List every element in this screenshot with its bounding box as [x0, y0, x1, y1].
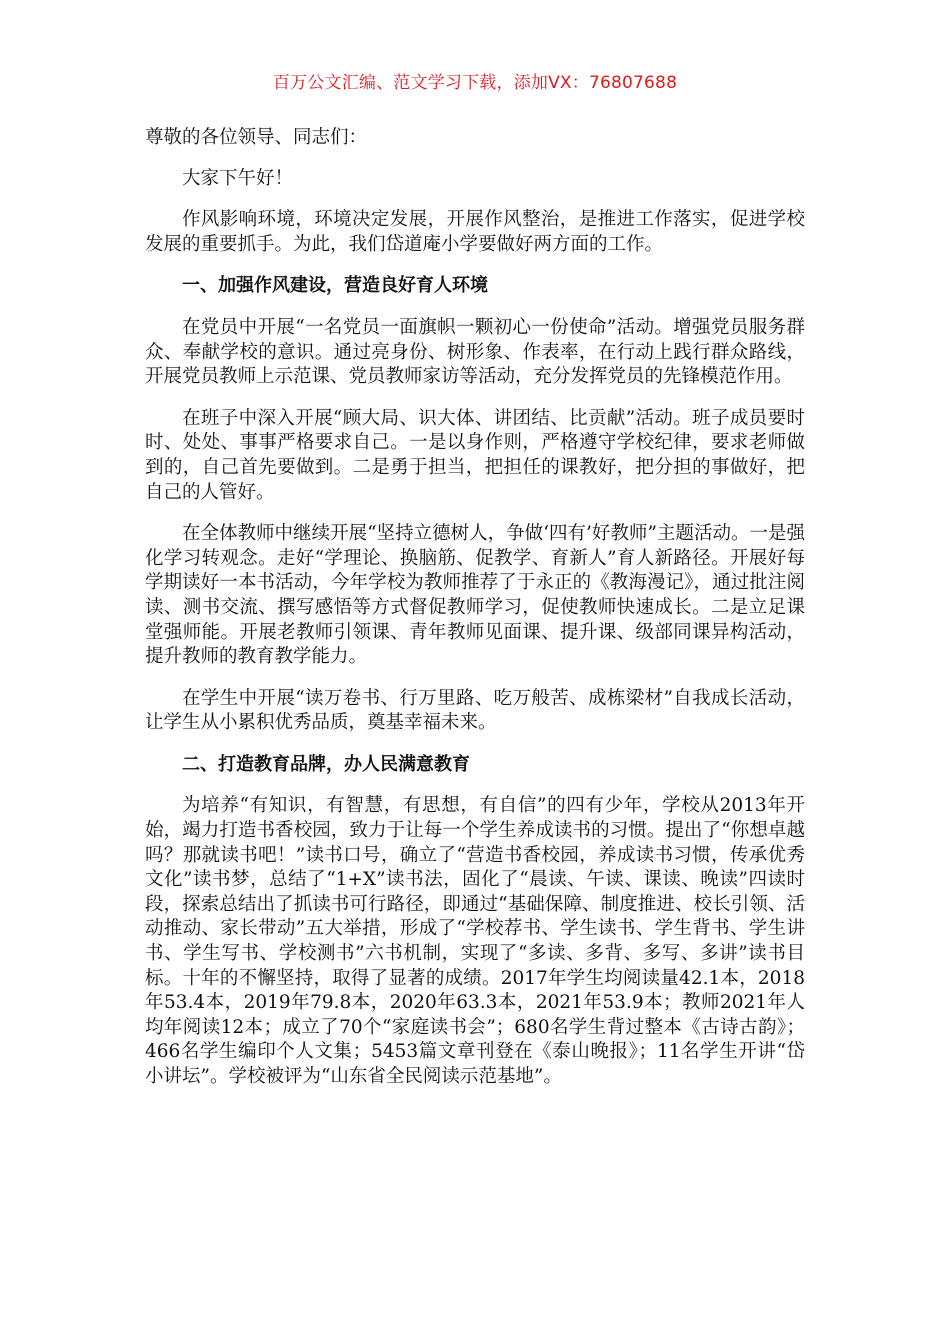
section-heading-2: 二、打造教育品牌，办人民满意教育: [182, 753, 470, 775]
paragraph-reading-campus: 为培养“有知识，有智慧，有思想，有自信”的四有少年，学校从2013年开始，竭力打造书香校园，致力于让每一个学生养成读书的习惯。提出了“你想卓越吗？那就读书吧！”读书口号，确立了“营造书香校园，养成读书习惯，传承优秀文化”读书梦，总结了“1+X”读书法，固化了“晨读、午读、课读、晚读”四读时段，探索总结出了抓读书可行路径，即通过“基础保障、制度推进、校长引领、活动推动、家长带动”五大举措，形成了“学校荐书、学生读书、学生背书、学生讲书、学生写书、学校测书”六书机制，实现了“多读、多背、多写、多讲”读书目标。十年的不懈坚持，取得了显著的成绩。2017年学生均阅读量42.1本，2018年53.4本，2019年79.8本，2020年63.3本，2021年53.9本；教师2021年人均年阅读12本；成立了70个“家庭读书会”；680名学生背过整本《古诗古韵》；466名学生编印个人文集；5453篇文章刊登在《泰山晚报》；11名学生开讲“岱小讲坛”。学校被评为“山东省全民阅读示范基地”。: [145, 795, 805, 1087]
section-heading-1: 一、加强作风建设，营造良好育人环境: [182, 275, 488, 297]
salutation: 尊敬的各位领导、同志们：: [145, 127, 368, 148]
greeting: 大家下午好！: [182, 167, 294, 189]
watermark-header: 百万公文汇编、范文学习下载，添加VX：76807688: [272, 73, 678, 93]
document-body: [145, 126, 805, 1107]
paragraph-teachers: 在全体教师中继续开展“坚持立德树人，争做‘四有’好教师”主题活动。一是强化学习转观念。走好“学理论、换脑筋、促教学、育新人”育人新路径。开展好每学期读好一本书活动，今年学校为教师推荐了于永正的《教海漫记》，通过批注阅读、测书交流、撰写感悟等方式督促教师学习，促使教师快速成长。二是立足课堂强师能。开展老教师引领课、青年教师见面课、提升课、级部同课异构活动，提升教师的教育教学能力。: [145, 523, 805, 668]
paragraph-leadership-team: 在班子中深入开展“顾大局、识大体、讲团结、比贡献”活动。班子成员要时时、处处、事事严格要求自己。一是以身作则，严格遵守学校纪律，要求老师做到的，自己首先要做到。二是勇于担当，把担任的课教好，把分担的事做好，把自己的人管好。: [145, 407, 805, 503]
intro-paragraph: 作风影响环境，环境决定发展，开展作风整治，是推进工作落实，促进学校发展的重要抓手。为此，我们岱道庵小学要做好两方面的工作。: [145, 209, 805, 255]
paragraph-students: 在学生中开展“读万卷书、行万里路、吃万般苦、成栋梁材”自我成长活动，让学生从小累积优秀品质，奠基幸福未来。: [145, 687, 805, 734]
paragraph-party-members: 在党员中开展“一名党员一面旗帜一颗初心一份使命”活动。增强党员服务群众、奉献学校的意识。通过亮身份、树形象、作表率，在行动上践行群众路线，开展党员教师上示范课、党员教师家访等活动，充分发挥党员的先锋模范作用。: [145, 316, 805, 388]
